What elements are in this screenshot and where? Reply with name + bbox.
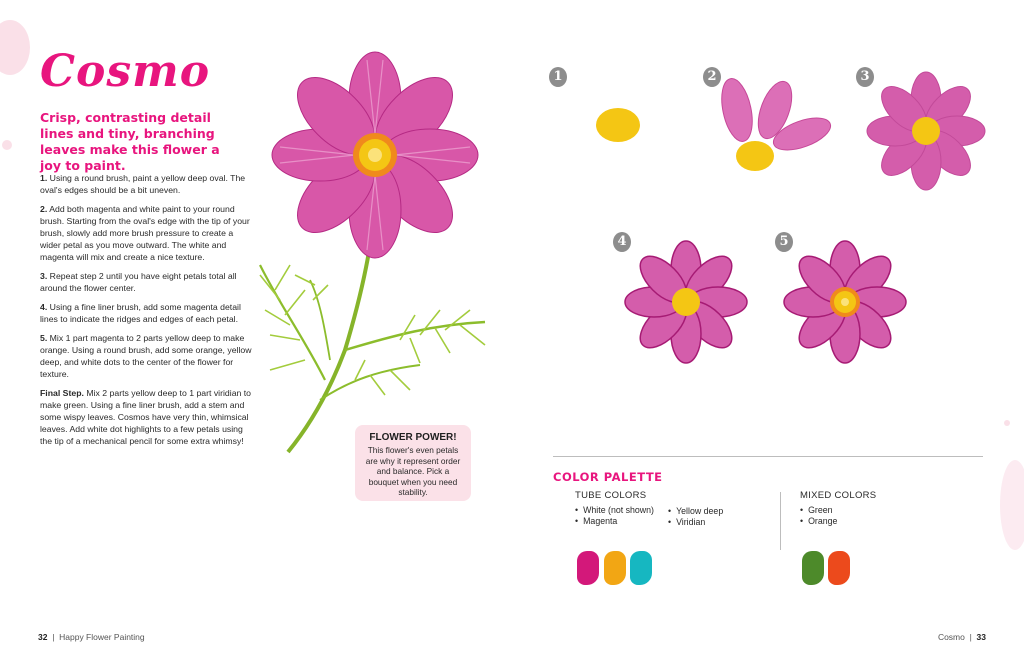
callout-body: This flower's even petals are why it represent order and balance. Pick a bouquet when you need stability. bbox=[365, 445, 461, 497]
step-text: Mix 1 part magenta to 2 parts yellow deep to make orange. Using a round brush, add some orange, yellow deep, and white dots to the center of the flower for texture. bbox=[40, 333, 252, 379]
chapter-title: Cosmo bbox=[937, 632, 965, 642]
step-paragraph bbox=[40, 387, 252, 447]
magenta-swatch bbox=[577, 551, 599, 585]
tube-colors-list bbox=[668, 506, 723, 528]
step-number-badge: 1 bbox=[549, 67, 567, 87]
green-swatch bbox=[802, 551, 824, 585]
step-paragraph bbox=[40, 270, 252, 294]
color-item: • Green bbox=[800, 505, 837, 516]
step-4-illustration bbox=[624, 240, 748, 364]
palette-title: COLOR PALETTE bbox=[553, 470, 663, 484]
step-label: 5. bbox=[40, 333, 48, 343]
step-paragraph bbox=[40, 203, 252, 263]
step-label: Final Step. bbox=[40, 388, 84, 398]
step-paragraph bbox=[40, 172, 252, 196]
mixed-colors-list bbox=[800, 505, 837, 527]
step-5-illustration bbox=[783, 240, 907, 364]
step-text: Using a fine liner brush, add some magenta detail lines to indicate the ridges and edges of each petal. bbox=[40, 302, 241, 324]
book-title: Happy Flower Painting bbox=[59, 632, 145, 642]
main-flower-head bbox=[272, 52, 478, 258]
step-label: 4. bbox=[40, 302, 48, 312]
main-cosmo-illustration bbox=[250, 40, 500, 460]
step-label: 2. bbox=[40, 204, 48, 214]
step-2-illustration bbox=[715, 72, 835, 182]
color-item: • Viridian bbox=[668, 517, 723, 528]
paint-splatter bbox=[1004, 420, 1010, 426]
page-number: 32 bbox=[38, 632, 48, 642]
color-item: • Orange bbox=[800, 516, 837, 527]
paint-splatter bbox=[1000, 460, 1024, 550]
color-item: • White (not shown) bbox=[575, 505, 654, 516]
callout-heading: FLOWER POWER! bbox=[369, 432, 457, 443]
step-number-badge: 4 bbox=[613, 232, 631, 252]
step-text: Mix 2 parts yellow deep to 1 part viridian to make green. Using a fine liner brush, add a stem and some wispy leaves. Cosmos have very thin, whimsical leaves. Add white dot highlights to a few petals using the tip of a mechanical pencil for some extra whimsy! bbox=[40, 388, 252, 446]
step-3-illustration bbox=[865, 70, 987, 192]
page-number: 33 bbox=[976, 632, 986, 642]
color-item: • Magenta bbox=[575, 516, 654, 527]
step-1-illustration bbox=[590, 100, 650, 150]
step-text: Using a round brush, paint a yellow deep oval. The oval's edges should be a bit uneven. bbox=[40, 173, 246, 195]
step-paragraph bbox=[40, 332, 252, 380]
instructions bbox=[40, 172, 252, 454]
section-divider bbox=[553, 456, 983, 457]
paint-splatter bbox=[0, 20, 30, 75]
yellow-deep-swatch bbox=[604, 551, 626, 585]
orange-swatch bbox=[828, 551, 850, 585]
footer-right: Cosmo | 33 bbox=[937, 632, 986, 642]
paint-splatter bbox=[2, 140, 12, 150]
tube-colors-list bbox=[575, 505, 654, 527]
viridian-swatch bbox=[630, 551, 652, 585]
page-title: Cosmo bbox=[40, 46, 211, 97]
step-number-badge: 3 bbox=[856, 67, 874, 87]
step-number-badge: 5 bbox=[775, 232, 793, 252]
footer-left: 32 | Happy Flower Painting bbox=[38, 632, 145, 642]
step-label: 1. bbox=[40, 173, 48, 183]
mixed-colors-title: MIXED COLORS bbox=[800, 490, 877, 501]
palette-separator bbox=[780, 492, 781, 550]
step-number-badge: 2 bbox=[703, 67, 721, 87]
step-paragraph bbox=[40, 301, 252, 325]
page-subtitle: Crisp, contrasting detail lines and tiny, branching leaves make this flower a joy to paint. bbox=[40, 110, 220, 173]
flower-power-callout bbox=[355, 425, 471, 501]
tube-colors-title: TUBE COLORS bbox=[575, 490, 647, 501]
step-label: 3. bbox=[40, 271, 48, 281]
step-text: Add both magenta and white paint to your round brush. Starting from the oval's edge with the tip of your brush, slowly add more brush pressure to create a wider petal as you move outward. The white and magenta will mix and create a nice texture. bbox=[40, 204, 250, 262]
color-item: • Yellow deep bbox=[668, 506, 723, 517]
step-text: Repeat step 2 until you have eight petals total all around the flower center. bbox=[40, 271, 237, 293]
